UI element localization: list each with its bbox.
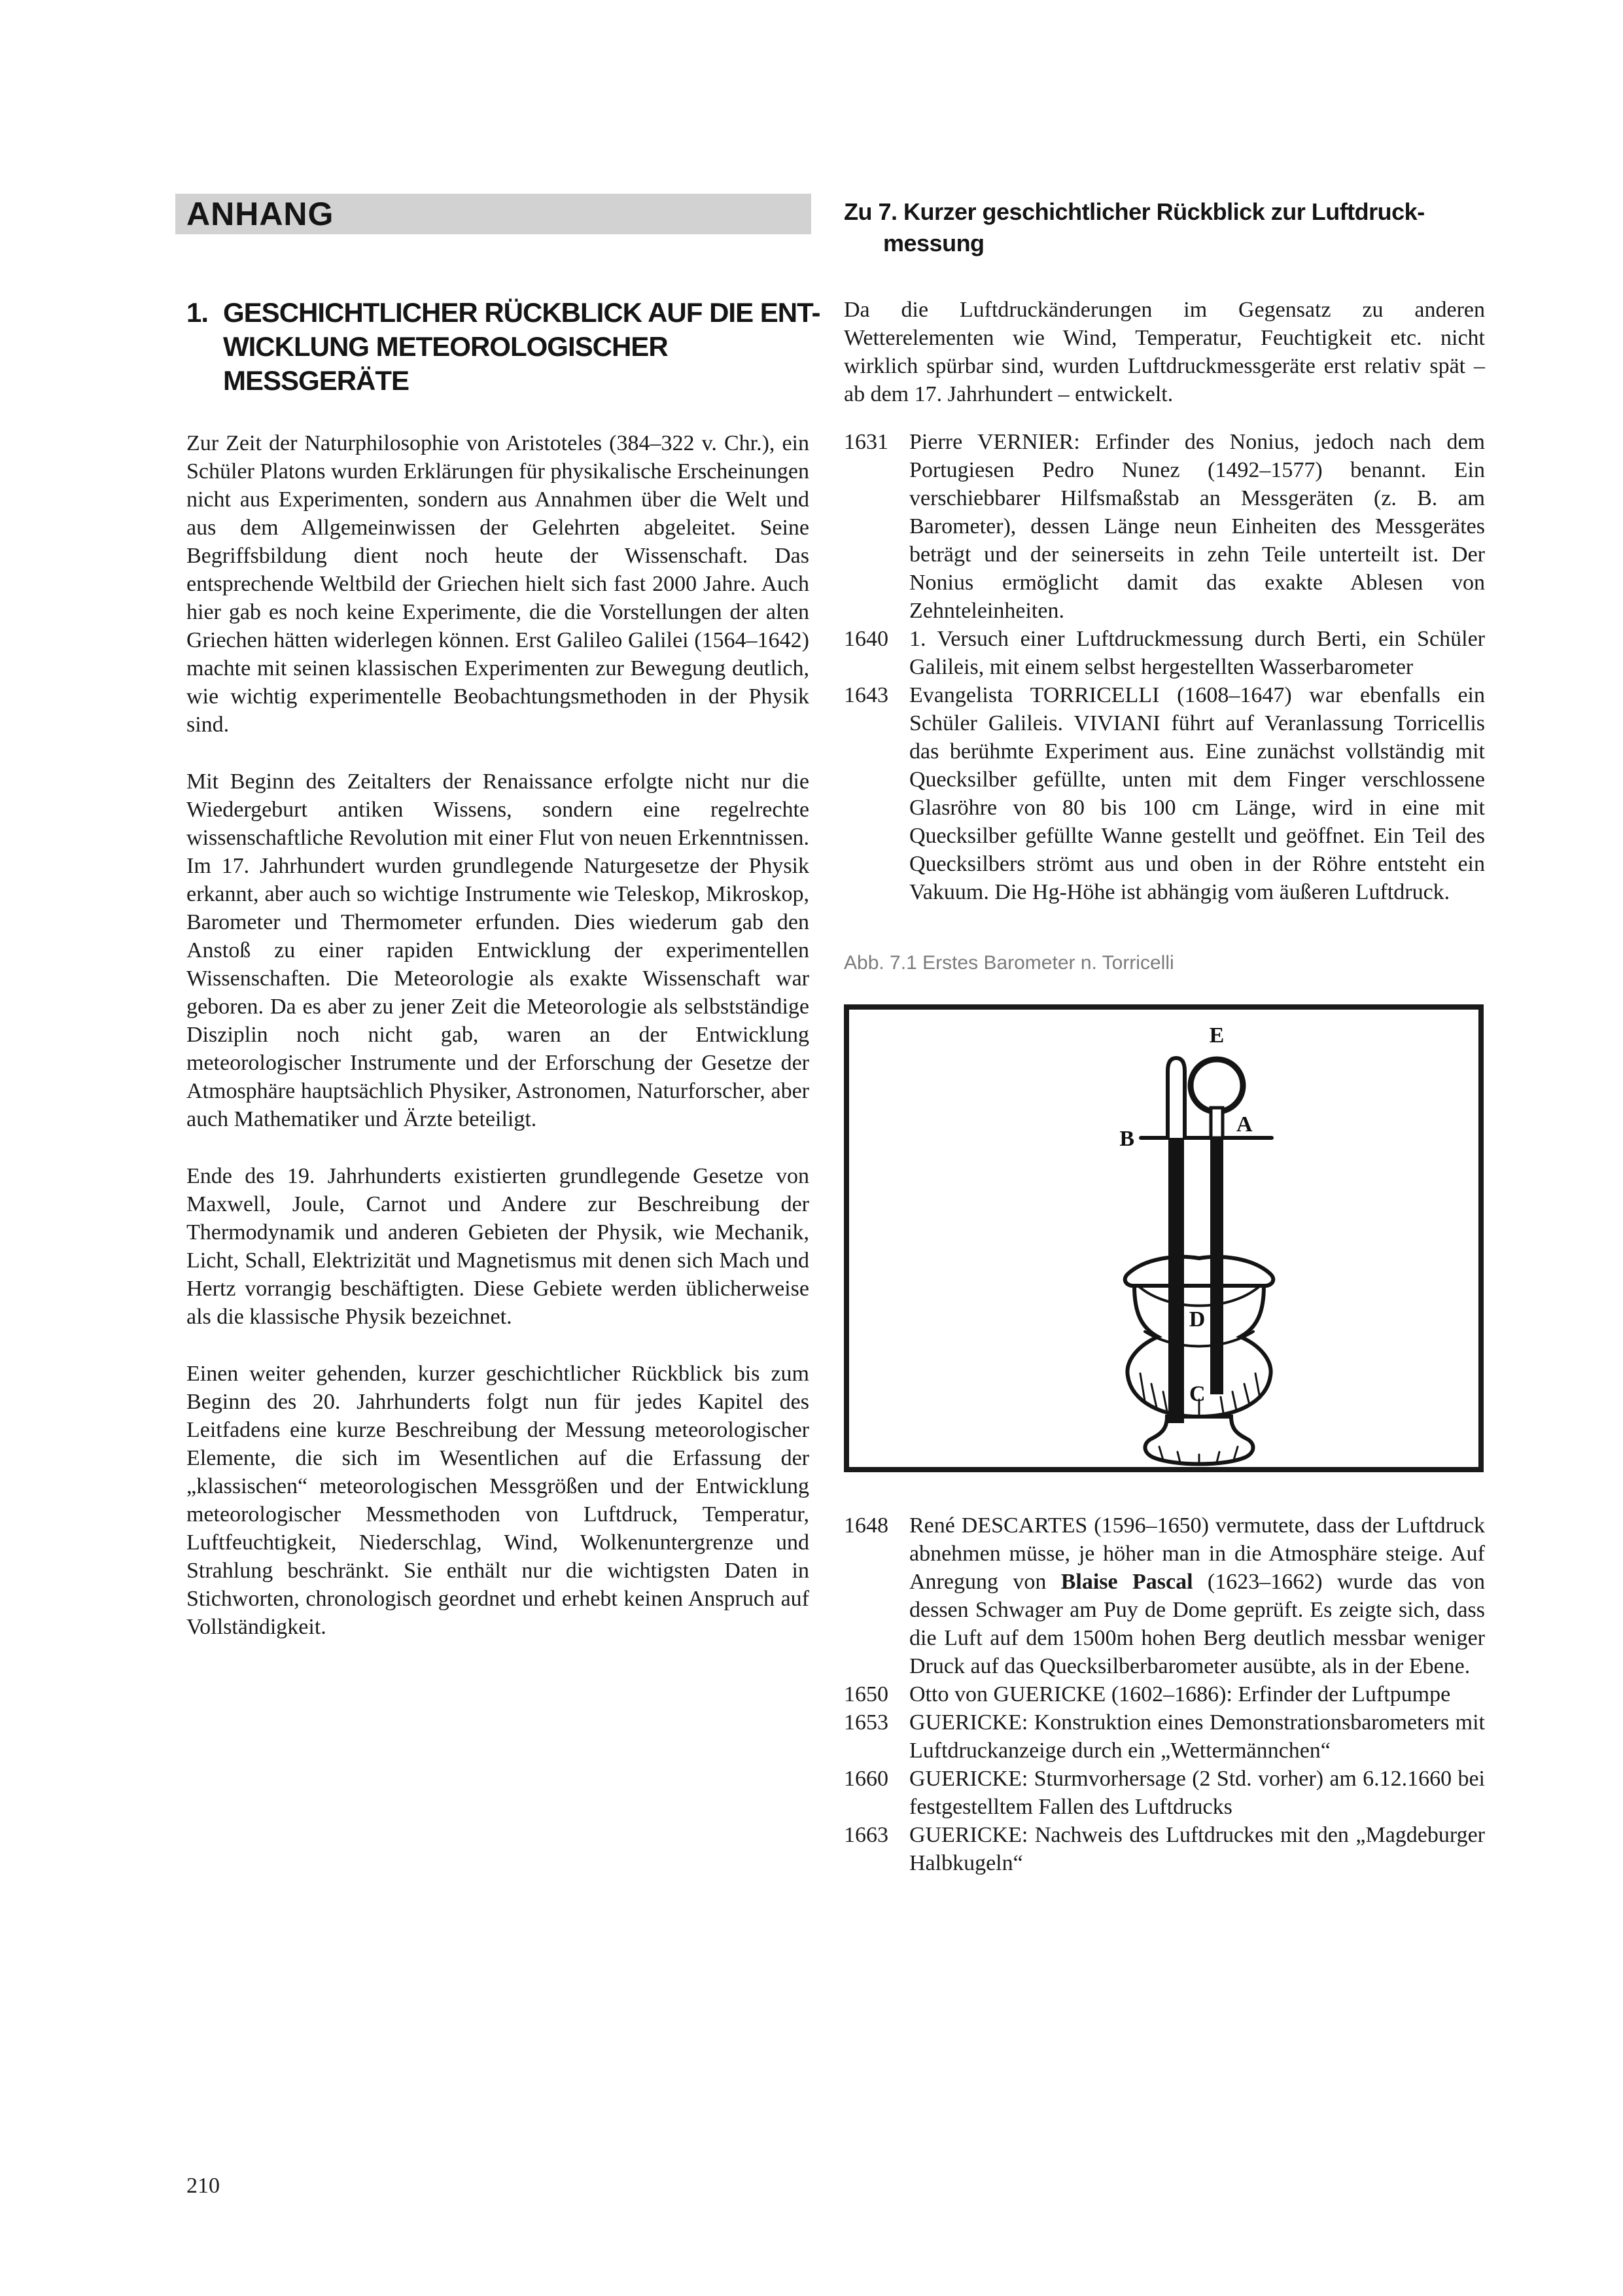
timeline-entry <box>844 1821 1485 1877</box>
section-banner <box>175 194 811 234</box>
figure-label-b: B <box>1119 1127 1134 1151</box>
paragraph: Ende des 19. Jahrhunderts existierten grundlegende Gesetze von Maxwell, Joule, Carnot und Andere zur Beschreibung der Thermodynamik und anderen Gebieten der Physik, wie Mechanik, Licht, Schall, Elektrizität und Magnetismus mit denen sich Mach und Hertz vorrangig beschäftigten. Diese Gebiete werden üblicherweise als die klassische Physik bezeichnet. <box>186 1164 809 1329</box>
figure-label-d: D <box>1189 1307 1206 1332</box>
timeline-text: 1. Versuch einer Luftdruckmessung durch Berti, ein Schüler Galileis, mit einem selbst hergestellten Wasserbarometer <box>909 627 1485 679</box>
timeline-entry <box>844 1765 1485 1821</box>
right-mercury-column <box>1210 1138 1223 1394</box>
timeline-text-part: (1623–1662) wurde das von dessen Schwager am Puy de Dome geprüft. Es zeigte sich, dass die Luft auf dem 1500m hohen Berg deutlich messbar weniger Druck auf das Quecksilberbarometer ausübte, als in der Ebene. <box>909 1570 1485 1678</box>
figure-label-a: A <box>1236 1112 1253 1137</box>
chapter-heading <box>186 296 820 398</box>
timeline-text-part: René DESCARTES (1596–1650) vermutete, dass der Luftdruck abnehmen müsse, je höher man in die Atmosphäre steige. Auf Anregung von <box>909 1513 1485 1594</box>
timeline-entry <box>844 1680 1485 1708</box>
timeline-year: 1653 <box>844 1710 888 1735</box>
figure-caption: Abb. 7.1 Erstes Barometer n. Torricelli <box>844 952 1174 974</box>
right-column <box>844 196 1485 1877</box>
timeline-entry <box>844 1708 1485 1765</box>
page-number: 210 <box>186 2174 220 2198</box>
timeline-year: 1663 <box>844 1823 888 1847</box>
left-mercury-column <box>1168 1138 1184 1423</box>
left-tube-top <box>1168 1058 1185 1138</box>
timeline-entry <box>844 1511 1485 1680</box>
paragraph: Einen weiter gehenden, kurzer geschichtlicher Rückblick bis zum Beginn des 20. Jahrhunderts folgt nun für jedes Kapitel des Leitfadens eine kurze Beschreibung der Messung meteorologischer Elemente, die sich im Wesentlichen auf die Erfassung der „klassischen“ meteorologischen Messgrößen und der Entwicklung meteorologischer Messmethoden von Luftdruck, Temperatur, Luftfeuchtigkeit, Niederschlag, Wind, Wolkenuntergrenze und Strahlung beschränkt. Sie enthält nur die wichtigsten Daten in Stichworten, chronologisch geordnet und erhebt keinen Anspruch auf Vollständigkeit. <box>186 1362 809 1639</box>
timeline-year: 1650 <box>844 1682 888 1706</box>
paragraph: Mit Beginn des Zeitalters der Renaissance erfolgte nicht nur die Wiedergeburt antiken Wissens, sondern eine regelrechte wissenschaftliche Revolution mit einer Flut von neuen Erkenntnissen. Im 17. Jahrhundert wurden grundlegende Naturgesetze der Physik erkannt, aber auch so wichtige Instrumente wie Teleskop, Mikroskop, Barometer und Thermometer erfunden. Dies wiederum gab den Anstoß zu einer rapiden Entwicklung der experimentellen Wissenschaften. Die Meteorologie als exakte Wissenschaft war geboren. Da es aber zu jener Zeit die Meteorologie als selbstständige Disziplin noch nicht gab, waren an der Entwicklung meteorologischer Instrumente und der Erforschung der Gesetze der Atmosphäre hauptsächlich Physiker, Astronomen, Naturforscher, aber auch Mathematiker und Ärzte beteiligt. <box>186 769 809 1131</box>
timeline-text-bold: Blaise Pascal <box>1060 1570 1193 1594</box>
timeline-text: GUERICKE: Konstruktion eines Demonstrationsbarometers mit Luftdruckanzeige durch ein „Wettermännchen“ <box>909 1710 1485 1763</box>
section-heading-line1: Zu 7. Kurzer geschichtlicher Rückblick zur Luftdruck- <box>844 198 1425 225</box>
timeline-year: 1643 <box>844 683 888 707</box>
section-heading-line2: messung <box>883 230 985 256</box>
vase-rim <box>1125 1257 1274 1286</box>
section-banner-label: ANHANG <box>186 196 334 232</box>
timeline-text <box>909 1511 1485 1680</box>
intro-paragraph: Da die Luftdruckänderungen im Gegensatz zu anderen Wetterelementen wie Wind, Temperatur, Feuchtigkeit etc. nicht wirklich spürbar sind, wurden Luftdruckmessgeräte erst relativ spät – ab dem 17. Jahrhundert – entwickelt. <box>844 298 1485 406</box>
timeline-entry <box>844 428 1485 625</box>
left-column <box>186 296 820 1670</box>
paragraph: Zur Zeit der Naturphilosophie von Aristoteles (384–322 v. Chr.), ein Schüler Platons wurden Erklärungen für physikalische Erscheinungen nicht aus Experimenten, sondern aus Annahmen über die Welt und aus dem Allgemeinwissen der Gelehrten abgeleitet. Seine Begriffsbildung dient noch heute der Wissenschaft. Das entsprechende Weltbild der Griechen hielt sich fast 2000 Jahre. Auch hier gab es noch keine Experimente, die die Vorstellungen der alten Griechen hätten widerlegen können. Erst Galileo Galilei (1564–1642) machte mit seinen klassischen Experimenten zur Bewegung deutlich, wie wichtig experimentelle Beobachtungsmethoden in der Physik sind. <box>186 431 809 737</box>
timeline-year: 1648 <box>844 1513 888 1538</box>
figure-label-e: E <box>1209 1023 1225 1048</box>
timeline-text: Pierre VERNIER: Erfinder des Nonius, jedoch nach dem Portugiesen Pedro Nunez (1492–1577) benannt. Ein verschiebbarer Hilfsmaßstab an Messgeräten (z. B. am Barometer), dessen Länge neun Einheiten des Messgerätes beträgt und der seinerseits in zehn Teile unterteilt ist. Der Nonius ermöglicht damit das exakte Ablesen von Zehnteleinheiten. <box>909 430 1485 623</box>
bulb <box>1191 1059 1243 1112</box>
timeline-year: 1640 <box>844 627 888 651</box>
chapter-heading-line2: WICKLUNG METEOROLOGISCHER MESSGERÄTE <box>223 331 668 396</box>
figure-box <box>844 1004 1484 1472</box>
timeline-entry <box>844 681 1485 906</box>
right-tube-neck <box>1211 1108 1223 1138</box>
section-heading <box>844 196 1485 259</box>
barometer-illustration <box>849 1010 1478 1467</box>
chapter-heading-text: GESCHICHTLICHER RÜCKBLICK AUF DIE ENT- <box>223 297 820 328</box>
timeline-year: 1660 <box>844 1767 888 1791</box>
timeline-text: Evangelista TORRICELLI (1608–1647) war ebenfalls ein Schüler Galileis. VIVIANI führt auf Veranlassung Torricellis das berühmte Experiment aus. Eine zunächst vollständig mit Quecksilber gefüllte, unten mit dem Finger verschlossene Glasröhre von 80 bis 100 cm Länge, wird in eine mit Quecksilber gefüllte Wanne gestellt und geöffnet. Ein Teil des Quecksilbers strömt aus und oben in der Röhre entsteht ein Vakuum. Die Hg-Höhe ist abhängig vom äußeren Luftdruck. <box>909 683 1485 904</box>
timeline-text: Otto von GUERICKE (1602–1686): Erfinder der Luftpumpe <box>909 1682 1451 1706</box>
chapter-heading-number: 1. <box>186 297 209 328</box>
figure-label-c: C <box>1189 1382 1206 1406</box>
timeline-year: 1631 <box>844 430 888 454</box>
timeline-entry <box>844 625 1485 681</box>
timeline-text: GUERICKE: Nachweis des Luftdruckes mit den „Magdeburger Halbkugeln“ <box>909 1823 1485 1875</box>
chapter-heading-line1 <box>186 296 820 330</box>
timeline-text: GUERICKE: Sturmvorhersage (2 Std. vorher) am 6.12.1660 bei festgestelltem Fallen des Luftdrucks <box>909 1767 1485 1819</box>
